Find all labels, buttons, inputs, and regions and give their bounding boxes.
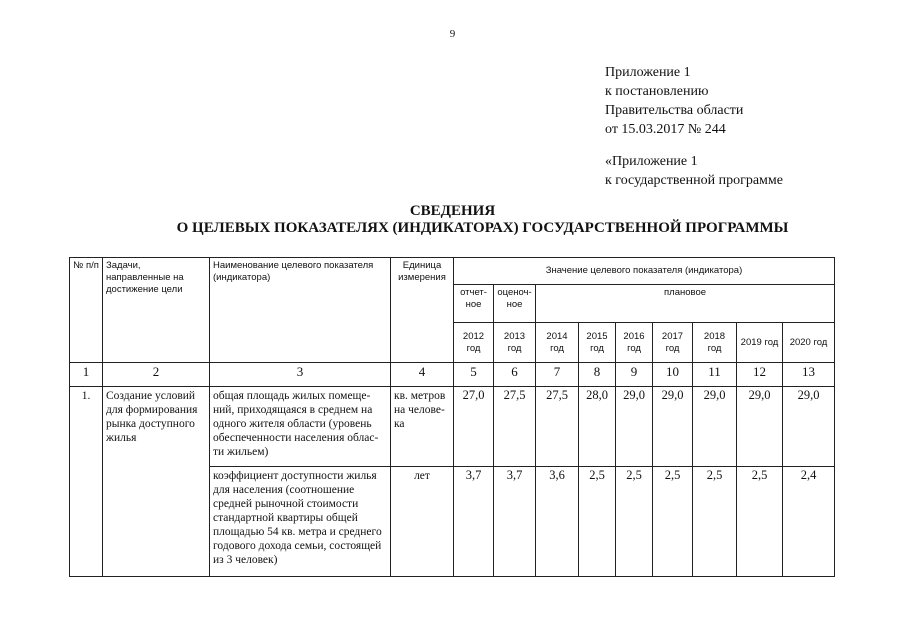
value-cell: 29,0 [693, 387, 737, 467]
header-year: 2015 год [579, 323, 616, 363]
header-year: 2016 год [616, 323, 653, 363]
column-number: 8 [579, 363, 616, 387]
appendix-line: Правительства области [605, 103, 744, 118]
table-row [70, 387, 835, 467]
column-number: 5 [454, 363, 494, 387]
column-number: 13 [783, 363, 835, 387]
value-cell: 27,5 [536, 387, 579, 467]
column-number: 10 [653, 363, 693, 387]
value-cell: 29,0 [783, 387, 835, 467]
task-cell: Создание условий для формирования рынка доступного жилья [103, 387, 210, 577]
appendix-program-reference [605, 152, 783, 190]
appendix-reference [605, 63, 743, 139]
value-cell: 2,4 [783, 467, 835, 577]
title-line-2: О ЦЕЛЕВЫХ ПОКАЗАТЕЛЯХ (ИНДИКАТОРАХ) ГОСУДАРСТВЕННОЙ ПРОГРАММЫ [176, 220, 789, 236]
column-number: 9 [616, 363, 653, 387]
value-cell: 28,0 [579, 387, 616, 467]
column-number: 1 [70, 363, 103, 387]
unit-cell: лет [391, 467, 454, 577]
value-cell: 2,5 [737, 467, 783, 577]
value-cell: 2,5 [616, 467, 653, 577]
header-unit: Единица измерения [391, 258, 454, 363]
header-year: 2012 год [454, 323, 494, 363]
appendix-program-line: к государственной программе [605, 173, 783, 188]
column-number: 7 [536, 363, 579, 387]
header-num: № п/п [70, 258, 103, 363]
header-value: Значение целевого показателя (индикатора) [454, 258, 835, 285]
value-cell: 2,5 [653, 467, 693, 577]
value-cell: 29,0 [737, 387, 783, 467]
value-cell: 27,0 [454, 387, 494, 467]
value-cell: 3,7 [454, 467, 494, 577]
header-reported: отчет-ное [454, 285, 494, 323]
header-estimated: оценоч-ное [494, 285, 536, 323]
appendix-line: от 15.03.2017 № 244 [605, 122, 726, 137]
indicators-table [69, 257, 835, 577]
column-number: 12 [737, 363, 783, 387]
document-title [0, 203, 905, 237]
value-cell: 3,6 [536, 467, 579, 577]
column-number: 11 [693, 363, 737, 387]
title-line-1: СВЕДЕНИЯ [409, 203, 496, 219]
column-number: 6 [494, 363, 536, 387]
value-cell: 2,5 [579, 467, 616, 577]
header-year: 2019 год [737, 323, 783, 363]
header-year: 2018 год [693, 323, 737, 363]
value-cell: 29,0 [616, 387, 653, 467]
value-cell: 29,0 [653, 387, 693, 467]
header-year: 2020 год [783, 323, 835, 363]
header-tasks: Задачи, направленные на достижение цели [103, 258, 210, 363]
header-year: 2017 год [653, 323, 693, 363]
header-indicator: Наименование целевого показателя (индикатора) [210, 258, 391, 363]
appendix-program-line: «Приложение 1 [605, 154, 698, 169]
header-year: 2013 год [494, 323, 536, 363]
row-num: 1. [70, 387, 103, 577]
column-number: 2 [103, 363, 210, 387]
page-number: 9 [449, 28, 456, 40]
indicator-cell: общая площадь жилых помеще-ний, приходящаяся в среднем на одного жителя области (уровень обеспеченности населения облас-ти жильем) [210, 387, 391, 467]
appendix-line: Приложение 1 [605, 65, 691, 80]
header-planned: плановое [536, 285, 835, 323]
value-cell: 3,7 [494, 467, 536, 577]
header-year: 2014 год [536, 323, 579, 363]
value-cell: 27,5 [494, 387, 536, 467]
column-number: 3 [210, 363, 391, 387]
appendix-line: к постановлению [605, 84, 709, 99]
value-cell: 2,5 [693, 467, 737, 577]
indicator-cell: коэффициент доступности жилья для населения (соотношение средней рыночной стоимости стандартной квартиры общей площадью 54 кв. метра и среднего годового дохода семьи, состоящей из 3 человек) [210, 467, 391, 577]
unit-cell: кв. метров на челове-ка [391, 387, 454, 467]
column-number: 4 [391, 363, 454, 387]
